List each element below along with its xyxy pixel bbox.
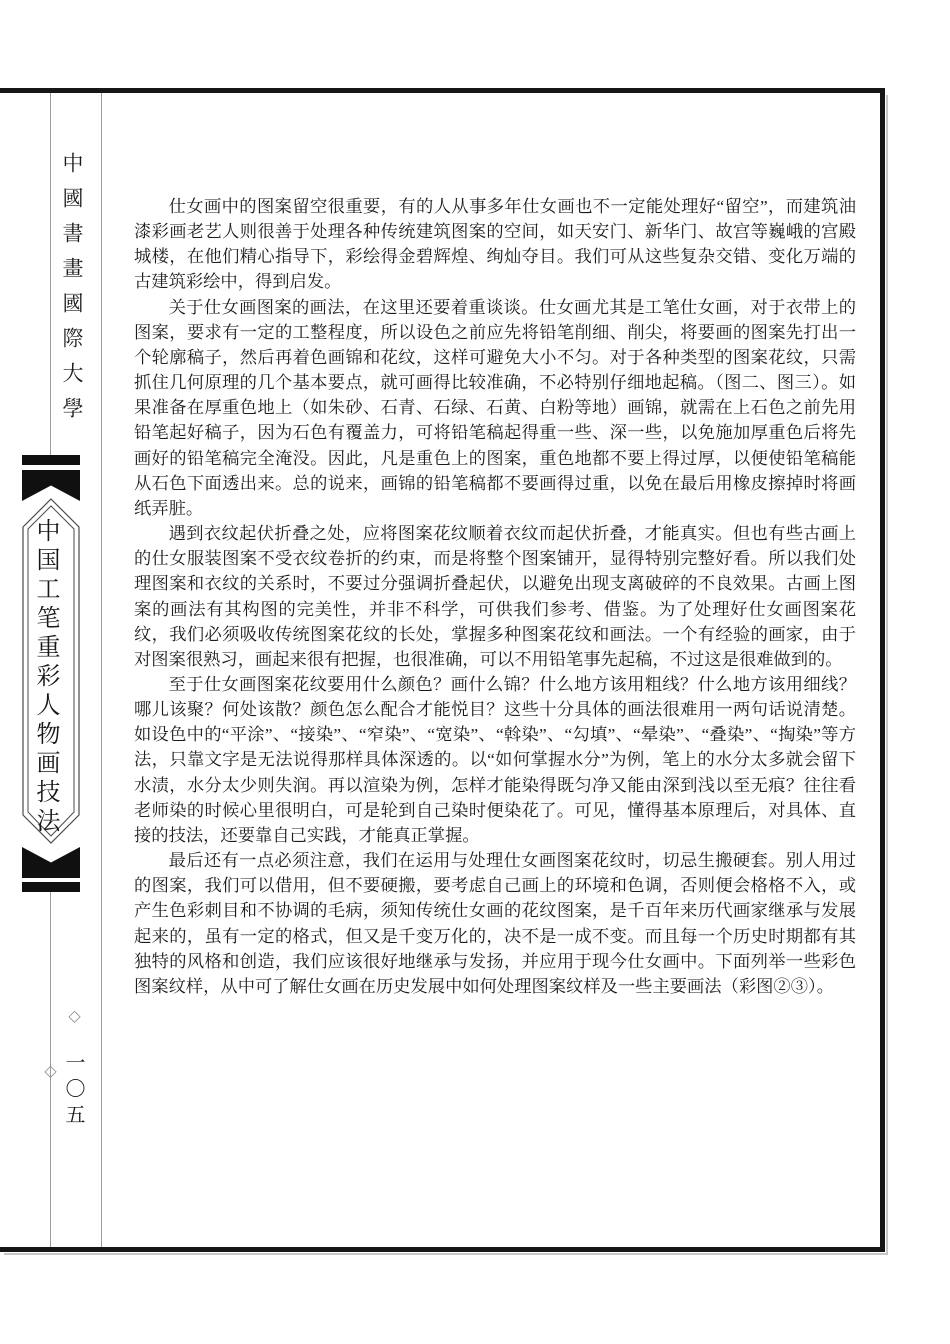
paragraph-5: 最后还有一点必须注意，我们在运用与处理仕女画图案花纹时，切忌生搬硬套。别人用过的图案，我们可以借用，但不要硬搬，要考虑自己画上的环境和色调，否则便会格格不入，或产生色彩刺目和不协调的毛病，须知传统仕女画的花纹图案，是千百年来历代画家继承与发展起来的，虽有一定的格式，但又是千变万化的，决不是一成不变。而且每一个历史时期都有其独特的风格和创造，我们应该很好地继承与发扬，并应用于现今仕女画中。下面列举一些彩色图案纹样，从中可了解仕女画在历史发展中如何处理图案纹样及一些主要画法（彩图②③）。 xyxy=(134,851,856,996)
paragraph-3: 遇到衣纹起伏折叠之处，应将图案花纹顺着衣纹而起伏折叠，才能真实。但也有些古画上的仕女服装图案不受衣纹卷折的约束，而是将整个图案铺开，显得特别完整好看。所以我们处理图案和衣纹的关系时，不要过分强调折叠起伏，以避免出现支离破碎的不良效果。古画上图案的画法有其构图的完美性，并非不科学，可供我们参考、借鉴。为了处理好仕女画图案花纹，我们必须吸收传统图案花纹的长处，掌握多种图案花纹和画法。一个有经验的画家，由于对图案很熟习，画起来很有把握，也很准确，可以不用铅笔事先起稿，不过这是很难做到的。 xyxy=(134,524,856,669)
university-title-vertical: 中國書畫國際大學 xyxy=(60,152,84,432)
page-edge-shadow-bottom xyxy=(4,1253,887,1255)
series-title-banner xyxy=(22,455,80,892)
paragraph-4: 至于仕女画图案花纹要用什么颜色？画什么锦？什么地方该用粗线？什么地方该用细线？哪儿该聚？何处该散？颜色怎么配合才能悦目？这些十分具体的画法很难用一两句话说清楚。如设色中的“平涂”、“接染”、“窄染”、“宽染”、“斡染”、“勾填”、“晕染”、“叠染”、“掏染”等方法，只靠文字是无法说得那样具体深透的。以“如何掌握水分”为例，笔上的水分太多就会留下水渍，水分太少则失润。再以渲染为例，怎样才能染得既匀净又能由深到浅以至无痕？往往看老师染的时候心里很明白，可是轮到自己染时便染花了。可见，懂得基本原理后，对具体、直接的技法，还要靠自己实践，才能真正掌握。 xyxy=(134,674,856,845)
banner-ribbon-top-icon xyxy=(22,470,80,501)
series-title-vertical: 中国工笔重彩人物画技法 xyxy=(32,518,58,837)
page-edge-shadow-right xyxy=(886,95,888,1255)
banner-bar-bottom xyxy=(22,882,80,892)
diamond-ornament-bottom-icon: ◇ xyxy=(41,1060,58,1080)
banner-ribbon-bottom-icon xyxy=(22,847,80,878)
folio-number: 一〇五 xyxy=(62,1052,84,1130)
body-text xyxy=(134,194,856,999)
frame-right-rule xyxy=(880,88,885,1252)
paragraph-1: 仕女画中的图案留空很重要，有的人从事多年仕女画也不一定能处理好“留空”，而建筑油漆彩画老艺人则很善于处理各种传统建筑图案的空间，如天安门、新华门、故宫等巍峨的宫殿城楼，在他们精心指导下，彩绘得金碧辉煌、绚灿夺目。我们可从这些复杂交错、变化万端的古建筑彩绘中，得到启发。 xyxy=(134,197,856,292)
paragraph-2: 关于仕女画图案的画法，在这里还要着重谈谈。仕女画尤其是工笔仕女画，对于衣带上的图案，要求有一定的工整程度，所以设色之前应先将铅笔削细、削尖，将要画的图案先打出一个轮廓稿子，然后再着色画锦和花纹，这样可避免大小不匀。对于各种类型的图案花纹，只需抓住几何原理的几个基本要点，就可画得比较准确，不必特别仔细地起稿。（图二、图三）。如果准备在厚重色地上（如朱砂、石青、石绿、石黄、白粉等地）画锦，就需在上石色之前先用铅笔起好稿子，因为石色有覆盖力，可将铅笔稿起得重一些、深一些，以免施加厚重色后将先画好的铅笔稿完全淹没。因此，凡是重色上的图案，重色地都不要上得过厚，以便使铅笔稿能从石色下面透出来。总的说来，画锦的铅笔稿都不要画得过重，以免在最后用橡皮擦掉时将画纸弄脏。 xyxy=(134,297,856,518)
diamond-ornament-top-icon: ◇ xyxy=(65,1006,82,1025)
frame-top-rule xyxy=(0,88,884,93)
frame-bottom-rule xyxy=(0,1247,885,1252)
banner-bar-top xyxy=(22,455,80,465)
folio xyxy=(41,1000,88,1140)
margin-rule-right xyxy=(101,93,102,1247)
